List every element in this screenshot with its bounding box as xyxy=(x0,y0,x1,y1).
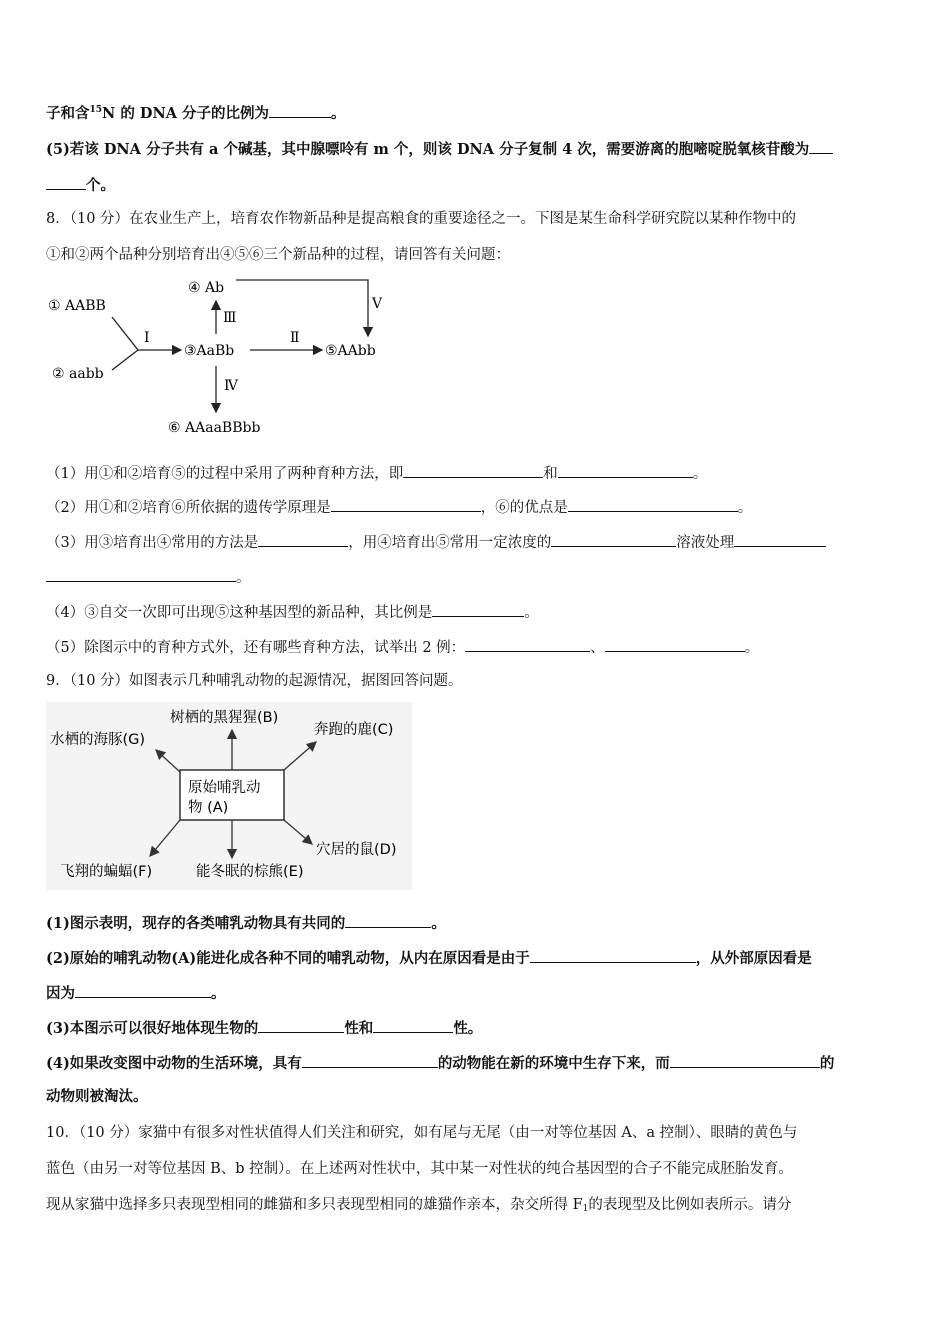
answer-blank[interactable] xyxy=(345,912,431,928)
label-b: 树栖的黑猩猩(B) xyxy=(170,710,279,726)
punct: 。 xyxy=(431,915,446,932)
ancestor-label-line1: 原始哺乳动 xyxy=(188,780,261,796)
q10-stem: 现从家猫中选择多只表现型相同的雌猫和多只表现型相同的雄猫作亲本，杂交所得 F xyxy=(46,1197,583,1213)
answer-blank[interactable] xyxy=(670,1052,820,1068)
q7-line3 xyxy=(46,174,115,196)
answer-blank[interactable] xyxy=(46,566,236,582)
q8-line2 xyxy=(46,245,510,265)
answer-blank[interactable] xyxy=(46,174,86,190)
answer-blank[interactable] xyxy=(432,601,524,617)
punct: 个。 xyxy=(86,177,115,194)
q9-sub4-cont xyxy=(46,1087,148,1107)
answer-blank[interactable] xyxy=(302,1052,438,1068)
label-e: 能冬眠的棕熊(E) xyxy=(196,864,304,880)
q10-stem: 蓝色（由另一对等位基因 B、b 控制）。在上述两对性状中，其中某一对性状的纯合基因型的合子不能完成胚胎发育。 xyxy=(46,1161,793,1177)
q7-text: N 的 DNA 分子的比例为 xyxy=(102,105,270,122)
q9-sub1 xyxy=(46,912,446,934)
q8-sub2-text: （2）用①和②培育⑥所依据的遗传学原理是 xyxy=(46,500,331,516)
q8-sub1 xyxy=(46,462,707,484)
q9-sub2-text: 因为 xyxy=(46,985,75,1002)
subscript: 1 xyxy=(582,1204,589,1214)
arrow-4-to-5 xyxy=(236,280,368,336)
hybrid-label: ③AaBb xyxy=(184,343,235,359)
q9-sub3-text: (3)本图示可以很好地体现生物的 xyxy=(46,1020,259,1037)
q10-line3 xyxy=(46,1195,791,1215)
answer-blank[interactable] xyxy=(373,1017,453,1033)
label-f: 飞翔的蝙蝠(F) xyxy=(60,864,153,880)
punct: 。 xyxy=(331,105,346,122)
product6-label: ⑥ AAaaBBbb xyxy=(168,420,261,436)
parent1-label: ① AABB xyxy=(48,298,106,314)
q9-sub2-cont xyxy=(46,982,226,1004)
q8-sub3-text: ，用④培育出⑤常用一定浓度的 xyxy=(348,535,552,551)
q7-line2 xyxy=(46,138,833,160)
question-number: 8．（10 分） xyxy=(46,211,130,227)
punct: 。 xyxy=(744,640,760,656)
q9-sub3-text: 性。 xyxy=(453,1020,483,1037)
label-g: 水栖的海豚(G) xyxy=(50,732,146,748)
q8-sub3-cont xyxy=(46,566,251,588)
answer-blank[interactable] xyxy=(558,462,693,478)
answer-blank[interactable] xyxy=(809,138,833,154)
answer-blank[interactable] xyxy=(465,636,590,652)
answer-blank[interactable] xyxy=(568,496,738,512)
q9-sub4-text: (4)如果改变图中动物的生活环境，具有 xyxy=(46,1055,302,1072)
q8-sub1-text: 和 xyxy=(543,466,558,482)
q8-sub2 xyxy=(46,496,752,518)
punct: 。 xyxy=(737,500,753,516)
q10-line1 xyxy=(46,1123,797,1143)
q8-sub3-text: 溶液处理 xyxy=(676,535,735,551)
step1-label: Ⅰ xyxy=(144,330,150,346)
mammal-origin-diagram xyxy=(46,702,412,890)
q8-stem: ①和②两个品种分别培育出④⑤⑥三个新品种的过程，请回答有关问题： xyxy=(46,247,510,263)
label-c: 奔跑的鹿(C) xyxy=(314,722,394,738)
punct: 、 xyxy=(590,640,605,656)
punct: 。 xyxy=(236,570,251,586)
ancestor-label-line2: 物 (A) xyxy=(188,800,229,816)
q8-sub2-text: ，⑥的优点是 xyxy=(480,500,568,516)
question-number: 9．（10 分） xyxy=(46,673,130,689)
product5-label: ⑤AAbb xyxy=(325,343,376,359)
q7-text: 子和含 xyxy=(46,105,90,122)
q8-sub1-text: （1）用①和②培育⑤的过程中采用了两种育种方法，即 xyxy=(46,466,404,482)
step3-label: Ⅲ xyxy=(223,310,237,326)
q8-sub4 xyxy=(46,601,539,623)
q9-sub3 xyxy=(46,1017,482,1039)
question-number: 10．（10 分） xyxy=(46,1125,139,1141)
q8-stem: 在农业生产上，培育农作物新品种是提高粮食的重要途径之一。下图是某生命科学研究院以某种作物中的 xyxy=(129,211,797,227)
answer-blank[interactable] xyxy=(269,102,331,118)
step2-label: Ⅱ xyxy=(290,330,300,346)
q8-sub4-text: （4）③自交一次即可出现⑤这种基因型的新品种，其比例是 xyxy=(46,605,433,621)
q9-sub2-text: ，从外部原因看是 xyxy=(695,950,812,967)
q9-sub2-text: (2)原始的哺乳动物(A)能进化成各种不同的哺乳动物，从内在原因看是由于 xyxy=(46,950,530,967)
answer-blank[interactable] xyxy=(734,531,826,547)
step4-label: Ⅳ xyxy=(224,378,238,394)
q9-stem: 如图表示几种哺乳动物的起源情况，据图回答问题。 xyxy=(129,673,463,689)
q9-sub4-text: 动物则被淘汰。 xyxy=(46,1088,148,1105)
answer-blank[interactable] xyxy=(258,1017,344,1033)
answer-blank[interactable] xyxy=(403,462,543,478)
q10-stem: 的表现型及比例如表所示。请分 xyxy=(588,1197,792,1213)
cross-lines xyxy=(112,317,138,370)
q10-stem: 家猫中有很多对性状值得人们关注和研究，如有尾与无尾（由一对等位基因 A、a 控制）、眼睛的黄色与 xyxy=(138,1125,798,1141)
q9-sub4-text: 的 xyxy=(819,1055,835,1072)
superscript: 15 xyxy=(89,105,103,115)
q8-line1 xyxy=(46,209,796,229)
q7-text: (5)若该 DNA 分子共有 a 个碱基，其中腺嘌呤有 m 个，则该 DNA 分子复制 4 次，需要游离的胞嘧啶脱氧核苷酸为 xyxy=(46,141,810,158)
q8-sub3-text: （3）用③培育出④常用的方法是 xyxy=(46,535,259,551)
q10-line2 xyxy=(46,1159,793,1179)
q9-line1 xyxy=(46,671,463,691)
label-d: 穴居的鼠(D) xyxy=(316,842,397,858)
q9-sub2 xyxy=(46,947,812,969)
q8-sub5-text: （5）除图示中的育种方式外，还有哪些育种方法，试举出 2 例： xyxy=(46,640,466,656)
q8-sub5 xyxy=(46,636,759,658)
answer-blank[interactable] xyxy=(75,982,211,998)
answer-blank[interactable] xyxy=(331,496,481,512)
answer-blank[interactable] xyxy=(258,531,348,547)
q7-line1 xyxy=(46,102,346,124)
parent2-label: ② aabb xyxy=(52,366,104,382)
step5-label: Ⅴ xyxy=(372,296,383,312)
answer-blank[interactable] xyxy=(605,636,745,652)
punct: 。 xyxy=(211,985,226,1002)
q8-sub3 xyxy=(46,531,826,553)
q9-sub1-text: (1)图示表明，现存的各类哺乳动物具有共同的 xyxy=(46,915,346,932)
answer-blank[interactable] xyxy=(551,531,676,547)
q9-sub3-text: 性和 xyxy=(344,1020,374,1037)
punct: 。 xyxy=(524,605,539,621)
q9-sub4 xyxy=(46,1052,834,1074)
q9-sub4-text: 的动物能在新的环境中生存下来，而 xyxy=(437,1055,670,1072)
punct: 。 xyxy=(692,466,708,482)
answer-blank[interactable] xyxy=(530,947,696,963)
breeding-diagram xyxy=(40,272,400,442)
haploid-label: ④ Ab xyxy=(188,280,225,296)
